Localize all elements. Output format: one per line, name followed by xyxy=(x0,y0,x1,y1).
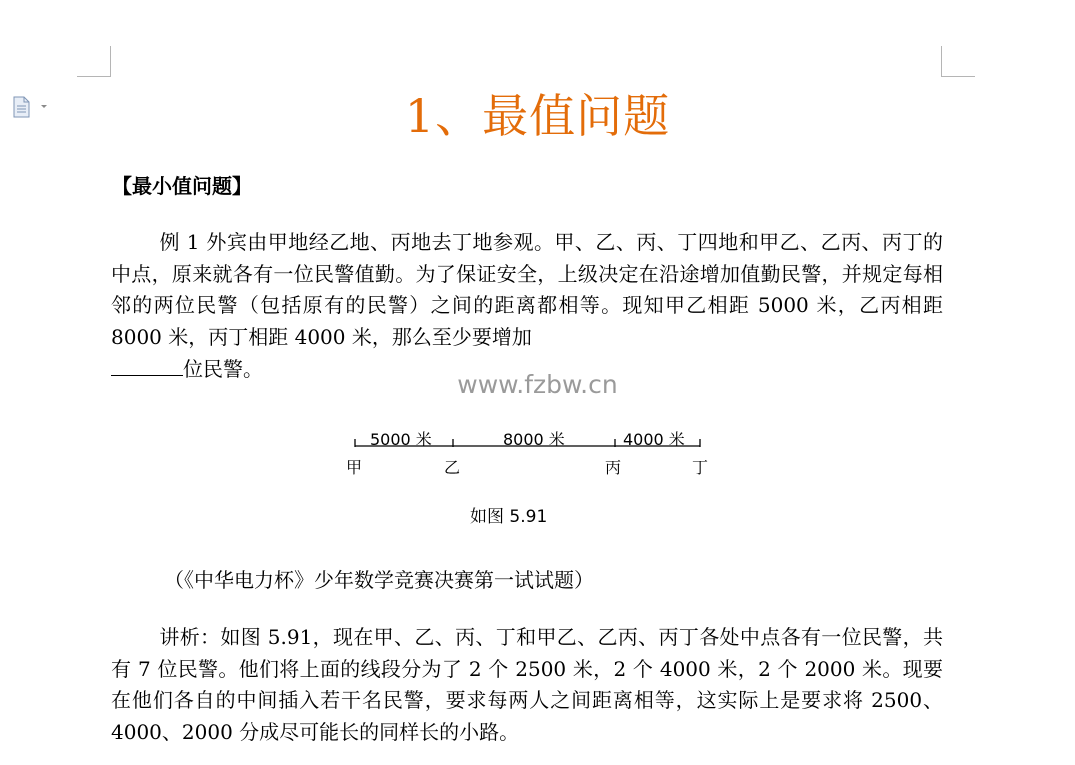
page-title: 1、最值问题 xyxy=(404,89,671,143)
analysis-text: 讲析：如图 5.91，现在甲、乙、丙、丁和甲乙、乙丙、丙丁各处中点各有一位民警，共有 7 位民警。他们将上面的线段分为了 2 个 2500 米，2 个 4000 米，2 个 2000 米。现要在他们各自的中间插入若干名民警，要求每两人之间距离相等，这实际上是要求将 2500、4000、2000 分成尽可能长的同样长的小路。 xyxy=(111,625,943,744)
analysis-paragraph xyxy=(111,622,943,748)
segment-label-bing-ding: 4000 米 xyxy=(623,430,685,449)
watermark: www.fzbw.cn xyxy=(457,370,618,399)
figure-caption: 如图 5.91 xyxy=(470,507,548,527)
page-corner-mark-left xyxy=(77,46,111,77)
section-heading: 【最小值问题】 xyxy=(112,174,252,198)
example-text-end: 位民警。 xyxy=(183,357,263,381)
point-label-yi: 乙 xyxy=(444,458,461,477)
source-citation: （《中华电力杯》少年数学竞赛决赛第一试试题） xyxy=(164,568,594,592)
point-label-bing: 丙 xyxy=(605,458,622,477)
point-label-jia: 甲 xyxy=(346,458,363,477)
example-paragraph xyxy=(111,227,943,386)
example-text: 例 1 外宾由甲地经乙地、丙地去丁地参观。甲、乙、丙、丁四地和甲乙、乙丙、丙丁的中点，原来就各有一位民警值勤。为了保证安全，上级决定在沿途增加值勤民警，并规定每相邻的两位民警（包括原有的民警）之间的距离都相等。现知甲乙相距 5000 米，乙丙相距 8000 米，丙丁相距 4000 米，那么至少要增加 xyxy=(111,230,943,349)
point-label-ding: 丁 xyxy=(692,458,709,477)
page-corner-mark-right xyxy=(941,46,975,77)
segment-label-jia-yi: 5000 米 xyxy=(370,430,432,449)
segment-label-yi-bing: 8000 米 xyxy=(503,430,565,449)
figure-5-91 xyxy=(330,420,750,530)
